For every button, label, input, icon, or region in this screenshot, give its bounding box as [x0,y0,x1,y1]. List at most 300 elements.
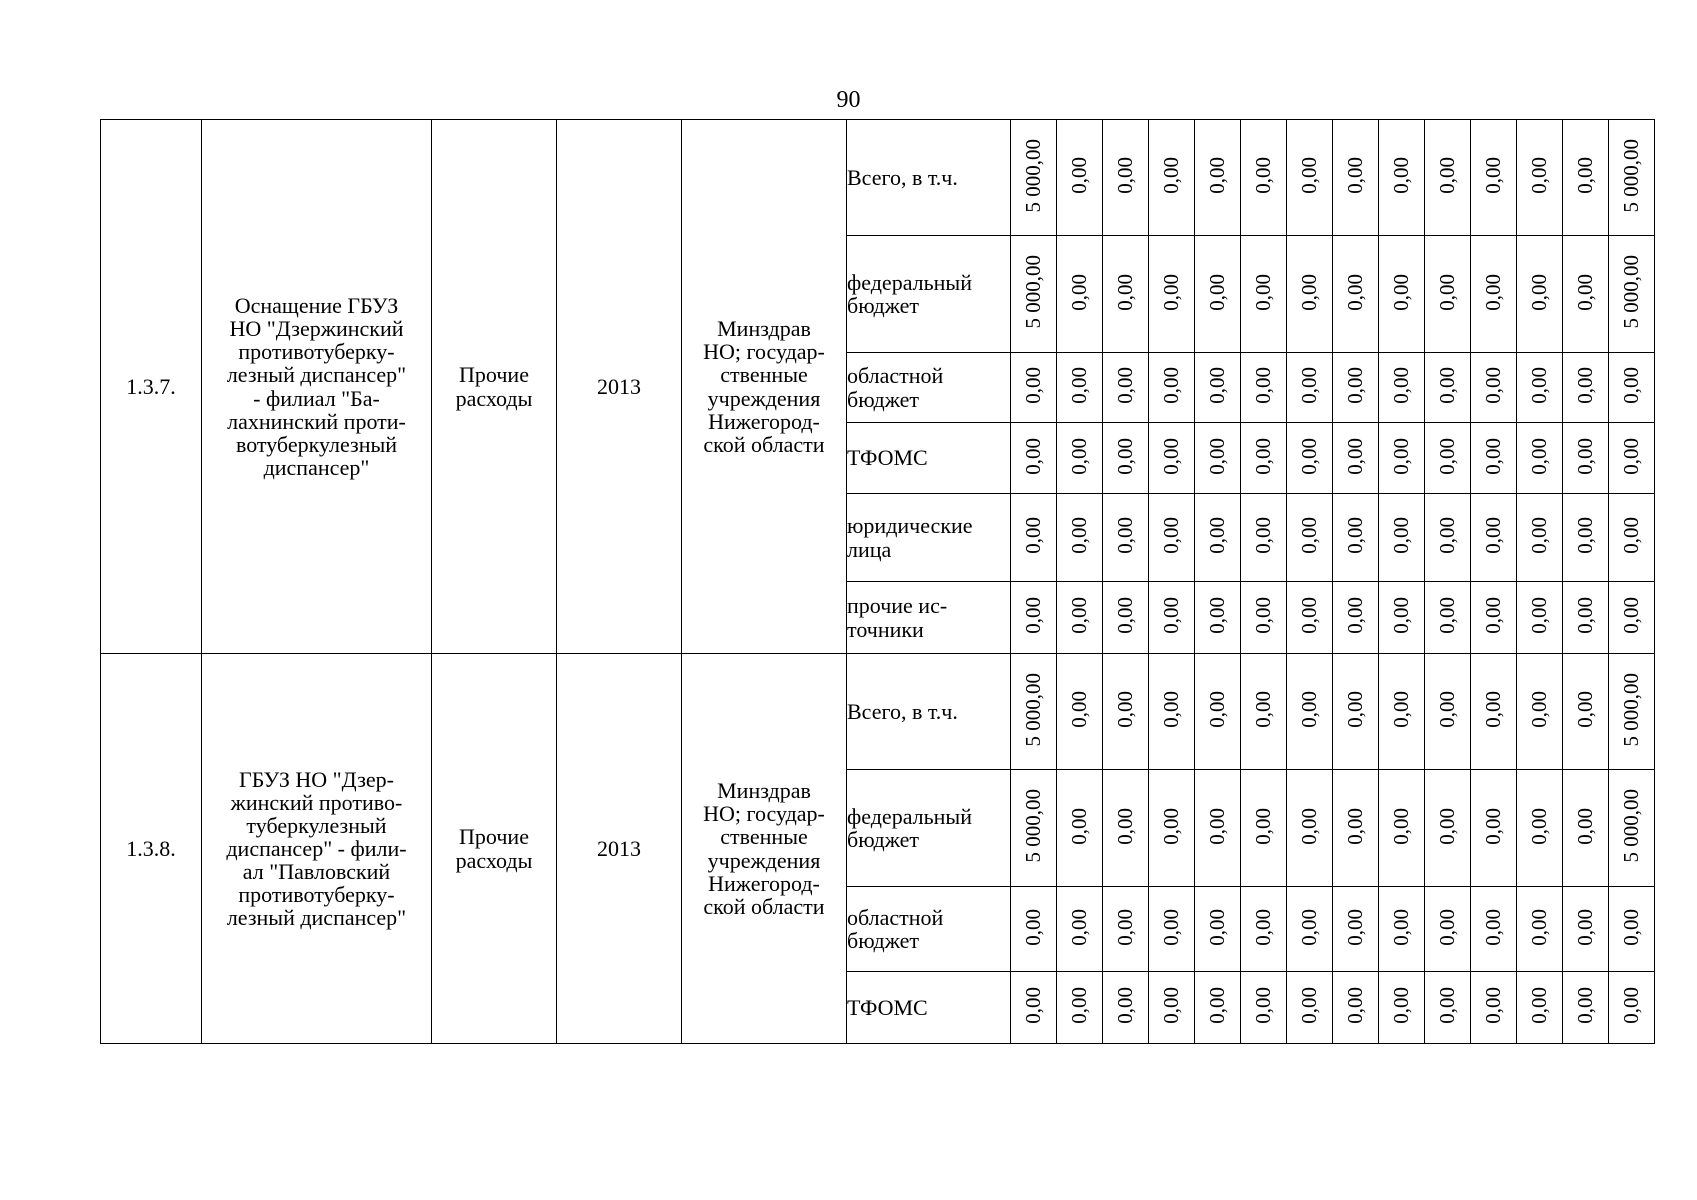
entry-name-line: жинский противо- [230,789,403,815]
value-cell [1425,120,1471,236]
value-text: 0,00 [1205,691,1230,728]
value-text: 0,00 [1205,597,1230,634]
value-text: 0,00 [1205,437,1230,475]
value-cell [1195,654,1241,770]
value-text: 0,00 [1297,367,1322,404]
funding-source-line: Всего, в т.ч. [847,698,958,724]
value-cell [1057,972,1103,1044]
value-cell [1057,494,1103,582]
value-cell [1195,494,1241,582]
funding-source-line: ТФОМС [847,445,928,471]
value-text: 0,00 [1573,437,1598,475]
entry-name-line: вотуберкулезный [235,431,398,457]
entry-name-line: диспансер" - фили- [226,835,407,861]
value-text: 0,00 [1113,367,1138,404]
value-cell [1425,423,1471,494]
value-text: 0,00 [1435,437,1460,475]
value-text: 5 000,00 [1619,138,1644,213]
value-cell [1609,423,1655,494]
value-text: 0,00 [1297,691,1322,728]
value-text: 0,00 [1389,367,1414,404]
value-cell [1241,423,1287,494]
value-text: 0,00 [1021,597,1046,634]
value-cell [1287,423,1333,494]
value-cell [1379,494,1425,582]
value-text: 0,00 [1067,367,1092,404]
value-cell [1517,236,1563,353]
value-cell [1333,582,1379,654]
value-text: 0,00 [1619,367,1644,404]
funding-source-line: областной [847,904,944,930]
value-cell [1563,120,1609,236]
table-row [101,654,1655,770]
value-cell [1563,582,1609,654]
value-cell [1379,120,1425,236]
value-text: 0,00 [1527,367,1552,404]
value-cell [1103,972,1149,1044]
executor-line: ственные [720,824,808,850]
value-cell [1195,236,1241,353]
value-cell [1425,654,1471,770]
funding-source-line: областной [847,363,944,389]
value-text: 0,00 [1297,807,1322,845]
value-cell [1241,236,1287,353]
value-text: 0,00 [1343,437,1368,475]
value-cell [1563,353,1609,423]
funding-source-line: Всего, в т.ч. [847,164,958,190]
value-text: 0,00 [1527,273,1552,311]
value-cell [1379,423,1425,494]
funding-source-line: бюджет [847,928,919,953]
value-text: 0,00 [1389,273,1414,311]
value-cell [1241,654,1287,770]
value-text: 0,00 [1619,987,1644,1024]
value-cell [1517,770,1563,887]
value-text: 0,00 [1481,807,1506,845]
expense-type-line: расходы [455,847,533,873]
funding-source [847,353,1011,423]
value-cell [1333,423,1379,494]
value-text: 0,00 [1067,517,1092,554]
expense-type-line: расходы [455,385,533,411]
value-cell [1471,972,1517,1044]
value-text: 5 000,00 [1619,672,1644,747]
value-cell [1103,423,1149,494]
value-cell [1609,654,1655,770]
value-cell [1471,654,1517,770]
value-text: 0,00 [1297,597,1322,634]
value-cell [1609,494,1655,582]
expense-type [432,654,557,1044]
value-cell [1379,236,1425,353]
value-text: 0,00 [1389,807,1414,845]
value-text: 0,00 [1205,987,1230,1024]
value-cell [1149,582,1195,654]
value-text: 0,00 [1527,437,1552,475]
value-cell [1149,887,1195,972]
value-cell [1471,236,1517,353]
value-text: 0,00 [1573,157,1598,194]
value-cell [1103,770,1149,887]
value-cell [1425,353,1471,423]
value-cell [1011,582,1057,654]
value-text: 0,00 [1205,273,1230,311]
value-cell [1011,423,1057,494]
value-text: 0,00 [1205,367,1230,404]
value-cell [1011,236,1057,353]
value-cell [1103,887,1149,972]
value-cell [1241,887,1287,972]
value-cell [1609,353,1655,423]
value-cell [1195,423,1241,494]
executor-line: ственные [720,362,808,388]
value-cell [1563,770,1609,887]
value-cell [1195,353,1241,423]
value-text: 0,00 [1251,807,1276,845]
value-text: 0,00 [1021,367,1046,404]
value-cell [1609,120,1655,236]
funding-source [847,423,1011,494]
value-cell [1471,770,1517,887]
entry-name-line: НО "Дзержинский [229,316,404,342]
value-cell [1609,582,1655,654]
value-cell [1425,236,1471,353]
funding-source [847,494,1011,582]
value-text: 0,00 [1481,987,1506,1024]
value-text: 5 000,00 [1021,255,1046,329]
value-cell [1149,423,1195,494]
entry-name-line: Оснащение ГБУЗ [234,293,399,319]
value-text: 0,00 [1573,987,1598,1024]
value-text: 0,00 [1251,987,1276,1024]
value-cell [1379,887,1425,972]
value-cell [1517,654,1563,770]
value-cell [1011,770,1057,887]
value-text: 0,00 [1251,517,1276,554]
value-text: 0,00 [1159,597,1184,634]
value-text: 0,00 [1297,273,1322,311]
value-text: 0,00 [1481,157,1506,194]
funding-source [847,236,1011,353]
value-text: 0,00 [1481,517,1506,554]
executor-line: Нижегород- [708,408,820,434]
value-text: 0,00 [1435,273,1460,311]
value-text: 0,00 [1481,597,1506,634]
value-text: 5 000,00 [1021,672,1046,747]
value-text: 0,00 [1619,517,1644,554]
value-cell [1425,887,1471,972]
value-text: 0,00 [1113,597,1138,634]
table-row [101,120,1655,236]
value-cell [1425,972,1471,1044]
value-cell [1057,120,1103,236]
value-cell [1103,353,1149,423]
value-text: 0,00 [1619,437,1644,475]
value-cell [1195,120,1241,236]
page-number: 90 [836,87,861,113]
value-text: 0,00 [1343,157,1368,194]
value-text: 0,00 [1435,908,1460,946]
funding-source-line: лица [847,536,892,562]
value-text: 0,00 [1573,807,1598,845]
value-cell [1333,494,1379,582]
value-text: 0,00 [1481,691,1506,728]
value-text: 0,00 [1251,437,1276,475]
value-text: 0,00 [1113,691,1138,728]
value-cell [1149,120,1195,236]
value-cell [1425,494,1471,582]
value-text: 0,00 [1389,908,1414,946]
value-cell [1103,494,1149,582]
executor-line: ской области [703,893,825,919]
value-text: 0,00 [1159,273,1184,311]
value-text: 0,00 [1343,807,1368,845]
value-text: 0,00 [1113,807,1138,845]
value-cell [1011,120,1057,236]
entry-name-line: лезный диспансер" [226,905,407,931]
executor-line: Минздрав [717,316,811,342]
value-cell [1287,887,1333,972]
value-cell [1563,887,1609,972]
value-cell [1517,887,1563,972]
funding-source [847,654,1011,770]
value-text: 0,00 [1251,691,1276,728]
executor [682,120,847,654]
value-text: 0,00 [1297,908,1322,946]
value-cell [1333,770,1379,887]
value-cell [1241,582,1287,654]
value-cell [1471,120,1517,236]
value-cell [1057,654,1103,770]
value-text: 0,00 [1573,517,1598,554]
value-cell [1563,236,1609,353]
value-cell [1563,972,1609,1044]
funding-table [100,119,1655,1044]
value-text: 5 000,00 [1619,255,1644,329]
value-text: 0,00 [1297,157,1322,194]
value-text: 0,00 [1527,157,1552,194]
value-text: 0,00 [1573,367,1598,404]
entry-number: 1.3.8. [101,654,202,1044]
value-text: 0,00 [1389,437,1414,475]
value-text: 0,00 [1067,807,1092,845]
funding-source-line: точники [847,616,924,642]
value-text: 0,00 [1159,691,1184,728]
value-text: 5 000,00 [1021,138,1046,213]
value-text: 0,00 [1067,437,1092,475]
value-cell [1517,423,1563,494]
value-text: 0,00 [1251,157,1276,194]
value-text: 0,00 [1435,367,1460,404]
value-text: 0,00 [1435,987,1460,1024]
executor-line: Минздрав [717,778,811,804]
value-text: 0,00 [1389,517,1414,554]
value-cell [1195,770,1241,887]
value-cell [1471,353,1517,423]
value-text: 0,00 [1389,987,1414,1024]
entry-name [202,654,432,1044]
value-cell [1287,120,1333,236]
entry-name-line: лахнинский проти- [227,408,406,434]
value-text: 0,00 [1159,807,1184,845]
value-cell [1149,353,1195,423]
value-cell [1103,582,1149,654]
value-text: 0,00 [1435,691,1460,728]
value-text: 0,00 [1573,691,1598,728]
value-text: 0,00 [1389,157,1414,194]
value-cell [1149,654,1195,770]
value-cell [1379,770,1425,887]
value-text: 0,00 [1573,273,1598,311]
expense-type-line: Прочие [459,824,529,850]
entry-name-line: - филиал "Ба- [253,385,380,411]
value-cell [1241,494,1287,582]
value-text: 0,00 [1113,273,1138,311]
value-cell [1011,972,1057,1044]
value-cell [1057,236,1103,353]
value-text: 0,00 [1343,517,1368,554]
value-text: 0,00 [1159,908,1184,946]
expense-type-line: Прочие [459,362,529,388]
expense-type [432,120,557,654]
value-cell [1609,972,1655,1044]
value-cell [1287,353,1333,423]
value-cell [1195,972,1241,1044]
value-cell [1379,654,1425,770]
funding-source-line: прочие ис- [847,593,948,619]
value-text: 0,00 [1389,597,1414,634]
value-text: 0,00 [1159,367,1184,404]
value-text: 0,00 [1067,597,1092,634]
value-cell [1425,770,1471,887]
value-text: 0,00 [1251,597,1276,634]
value-cell [1379,972,1425,1044]
entry-year: 2013 [557,120,682,654]
value-text: 0,00 [1205,908,1230,946]
value-cell [1057,353,1103,423]
value-cell [1333,654,1379,770]
value-text: 0,00 [1389,691,1414,728]
value-cell [1563,494,1609,582]
value-text: 0,00 [1481,908,1506,946]
value-cell [1195,582,1241,654]
value-text: 0,00 [1343,367,1368,404]
funding-source-line: юридические [847,513,973,539]
value-text: 0,00 [1205,517,1230,554]
value-text: 0,00 [1435,807,1460,845]
value-cell [1057,582,1103,654]
value-cell [1011,494,1057,582]
value-cell [1011,353,1057,423]
entry-year: 2013 [557,654,682,1044]
value-cell [1609,887,1655,972]
value-text: 0,00 [1527,807,1552,845]
value-text: 0,00 [1159,157,1184,194]
value-cell [1149,494,1195,582]
value-text: 0,00 [1067,987,1092,1024]
value-cell [1241,972,1287,1044]
funding-source [847,972,1011,1044]
entry-name-line: ГБУЗ НО "Дзер- [239,766,394,792]
value-text: 0,00 [1343,691,1368,728]
value-cell [1241,770,1287,887]
funding-source-line: бюджет [847,386,919,412]
value-cell [1103,236,1149,353]
executor-line: учреждения [707,847,821,873]
value-text: 5 000,00 [1619,789,1644,863]
value-cell [1517,353,1563,423]
funding-source [847,582,1011,654]
value-text: 0,00 [1021,517,1046,554]
executor-line: учреждения [707,385,821,411]
value-cell [1609,236,1655,353]
value-text: 0,00 [1527,987,1552,1024]
value-text: 0,00 [1619,597,1644,634]
value-text: 0,00 [1251,367,1276,404]
value-text: 0,00 [1113,987,1138,1024]
value-cell [1563,423,1609,494]
value-text: 0,00 [1021,987,1046,1024]
value-cell [1103,654,1149,770]
value-text: 0,00 [1159,437,1184,475]
value-text: 0,00 [1205,157,1230,194]
value-cell [1517,582,1563,654]
value-text: 0,00 [1297,437,1322,475]
value-cell [1609,770,1655,887]
value-cell [1103,120,1149,236]
value-cell [1517,120,1563,236]
entry-name-line: диспансер" [263,454,370,480]
value-cell [1287,770,1333,887]
value-text: 0,00 [1573,597,1598,634]
executor-line: НО; государ- [703,339,825,365]
value-text: 0,00 [1343,273,1368,311]
entry-name-line: противотуберку- [238,339,395,365]
value-text: 0,00 [1527,908,1552,946]
funding-source-line: бюджет [847,827,919,852]
value-text: 0,00 [1435,597,1460,634]
value-text: 0,00 [1343,597,1368,634]
value-text: 0,00 [1481,273,1506,311]
value-cell [1287,236,1333,353]
value-text: 0,00 [1113,517,1138,554]
value-text: 5 000,00 [1021,789,1046,863]
value-text: 0,00 [1067,908,1092,946]
value-text: 0,00 [1343,987,1368,1024]
value-cell [1149,236,1195,353]
value-text: 0,00 [1205,807,1230,845]
executor-line: НО; государ- [703,801,825,827]
value-text: 0,00 [1297,987,1322,1024]
value-text: 0,00 [1067,691,1092,728]
value-cell [1471,423,1517,494]
value-cell [1287,494,1333,582]
value-cell [1057,887,1103,972]
value-cell [1379,353,1425,423]
value-text: 0,00 [1619,908,1644,946]
funding-source-line: федеральный [847,269,972,295]
entry-name-line: лезный диспансер" [226,362,407,388]
value-text: 0,00 [1113,437,1138,475]
value-text: 0,00 [1481,437,1506,475]
value-cell [1471,887,1517,972]
value-cell [1287,654,1333,770]
value-cell [1195,887,1241,972]
value-cell [1287,582,1333,654]
entry-name [202,120,432,654]
value-text: 0,00 [1159,517,1184,554]
value-text: 0,00 [1481,367,1506,404]
